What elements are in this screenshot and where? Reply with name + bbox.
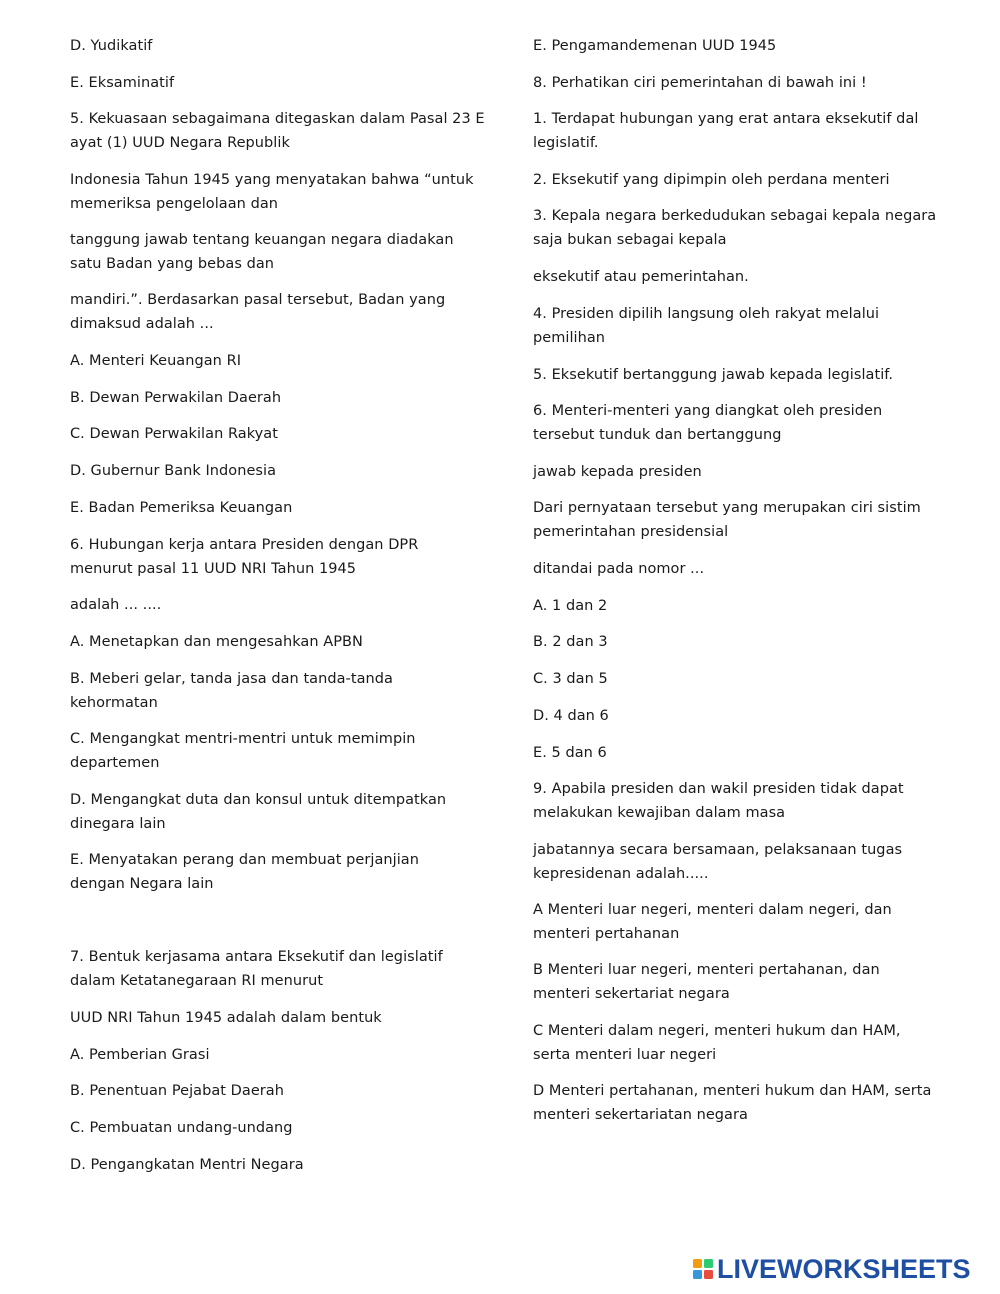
option-line: E. Badan Pemeriksa Keuangan: [70, 500, 293, 516]
text-line: Dari pernyataan tersebut yang merupakan ciri sistim: [533, 500, 921, 516]
option-line: departemen: [70, 755, 160, 771]
text-line: memeriksa pengelolaan dan: [70, 196, 278, 212]
option-line: B Menteri luar negeri, menteri pertahanan, dan: [533, 962, 880, 978]
text-line: adalah ... ....: [70, 597, 162, 613]
text-line: jabatannya secara bersamaan, pelaksanaan tugas: [533, 842, 903, 858]
option-line: kehormatan: [70, 695, 158, 711]
text-line: Indonesia Tahun 1945 yang menyatakan bahwa “untuk: [70, 172, 474, 188]
text-line: 1. Terdapat hubungan yang erat antara eksekutif dal: [533, 111, 919, 127]
text-line: 6. Menteri-menteri yang diangkat oleh presiden: [533, 403, 883, 419]
option-line: A. Pemberian Grasi: [70, 1047, 210, 1063]
liveworksheets-logo-icon: [692, 1258, 714, 1280]
liveworksheets-logo[interactable]: [692, 1255, 971, 1283]
option-line: menteri sekertariatan negara: [533, 1107, 748, 1123]
option-line: C Menteri dalam negeri, menteri hukum dan HAM,: [533, 1023, 901, 1039]
question-5-title: ayat (1) UUD Negara Republik: [70, 135, 290, 151]
option-line: A Menteri luar negeri, menteri dalam negeri, dan: [533, 902, 892, 918]
question-8-title: 8. Perhatikan ciri pemerintahan di bawah ini !: [533, 75, 867, 91]
text-line: 4. Presiden dipilih langsung oleh rakyat melalui: [533, 306, 880, 322]
option-line: D. Gubernur Bank Indonesia: [70, 463, 277, 479]
text-line: pemilihan: [533, 330, 606, 346]
option-line: A. Menetapkan dan mengesahkan APBN: [70, 634, 363, 650]
option-line: E. 5 dan 6: [533, 745, 607, 761]
text-line: saja bukan sebagai kepala: [533, 232, 727, 248]
option-line: menteri sekertariat negara: [533, 986, 730, 1002]
option-line: A. 1 dan 2: [533, 598, 608, 614]
option-line: C. Pembuatan undang-undang: [70, 1120, 293, 1136]
option-line: C. 3 dan 5: [533, 671, 608, 687]
option-line: E. Pengamandemenan UUD 1945: [533, 38, 777, 54]
option-line: B. Meberi gelar, tanda jasa dan tanda-tanda: [70, 671, 393, 687]
text-line: 3. Kepala negara berkedudukan sebagai kepala negara: [533, 208, 937, 224]
text-line: UUD NRI Tahun 1945 adalah dalam bentuk: [70, 1010, 382, 1026]
option-line: B. Penentuan Pejabat Daerah: [70, 1083, 284, 1099]
option-line: D. Mengangkat duta dan konsul untuk ditempatkan: [70, 792, 447, 808]
option-line: dinegara lain: [70, 816, 166, 832]
option-line: D. Pengangkatan Mentri Negara: [70, 1157, 304, 1173]
option-line: C. Dewan Perwakilan Rakyat: [70, 426, 278, 442]
text-line: jawab kepada presiden: [533, 464, 702, 480]
text-line: D. Yudikatif: [70, 38, 153, 54]
question-6-title: menurut pasal 11 UUD NRI Tahun 1945: [70, 561, 357, 577]
option-line: dengan Negara lain: [70, 876, 214, 892]
text-line: tanggung jawab tentang keuangan negara diadakan: [70, 232, 454, 248]
option-line: A. Menteri Keuangan RI: [70, 353, 242, 369]
option-line: C. Mengangkat mentri-mentri untuk memimpin: [70, 731, 416, 747]
question-7-title: 7. Bentuk kerjasama antara Eksekutif dan legislatif: [70, 949, 443, 965]
question-5-title: 5. Kekuasaan sebagaimana ditegaskan dalam Pasal 23 E: [70, 111, 485, 127]
option-line: B. Dewan Perwakilan Daerah: [70, 390, 282, 406]
option-line: E. Menyatakan perang dan membuat perjanjian: [70, 852, 419, 868]
question-6-title: 6. Hubungan kerja antara Presiden dengan DPR: [70, 537, 419, 553]
text-line: ditandai pada nomor ...: [533, 561, 705, 577]
text-line: kepresidenan adalah.....: [533, 866, 709, 882]
question-9-title: melakukan kewajiban dalam masa: [533, 805, 786, 821]
question-7-title: dalam Ketatanegaraan RI menurut: [70, 973, 324, 989]
option-line: menteri pertahanan: [533, 926, 680, 942]
option-line: B. 2 dan 3: [533, 634, 608, 650]
text-line: satu Badan yang bebas dan: [70, 256, 275, 272]
text-line: tersebut tunduk dan bertanggung: [533, 427, 782, 443]
option-line: serta menteri luar negeri: [533, 1047, 717, 1063]
text-line: 5. Eksekutif bertanggung jawab kepada legislatif.: [533, 367, 894, 383]
text-line: mandiri.”. Berdasarkan pasal tersebut, Badan yang: [70, 292, 446, 308]
text-line: E. Eksaminatif: [70, 75, 175, 91]
text-line: pemerintahan presidensial: [533, 524, 729, 540]
text-line: legislatif.: [533, 135, 599, 151]
text-line: dimaksud adalah ...: [70, 316, 214, 332]
text-line: eksekutif atau pemerintahan.: [533, 269, 749, 285]
logo-text: LIVEWORKSHEETS: [717, 1254, 971, 1284]
text-line: 2. Eksekutif yang dipimpin oleh perdana menteri: [533, 172, 890, 188]
option-line: D. 4 dan 6: [533, 708, 609, 724]
question-9-title: 9. Apabila presiden dan wakil presiden tidak dapat: [533, 781, 904, 797]
option-line: D Menteri pertahanan, menteri hukum dan HAM, serta: [533, 1083, 932, 1099]
